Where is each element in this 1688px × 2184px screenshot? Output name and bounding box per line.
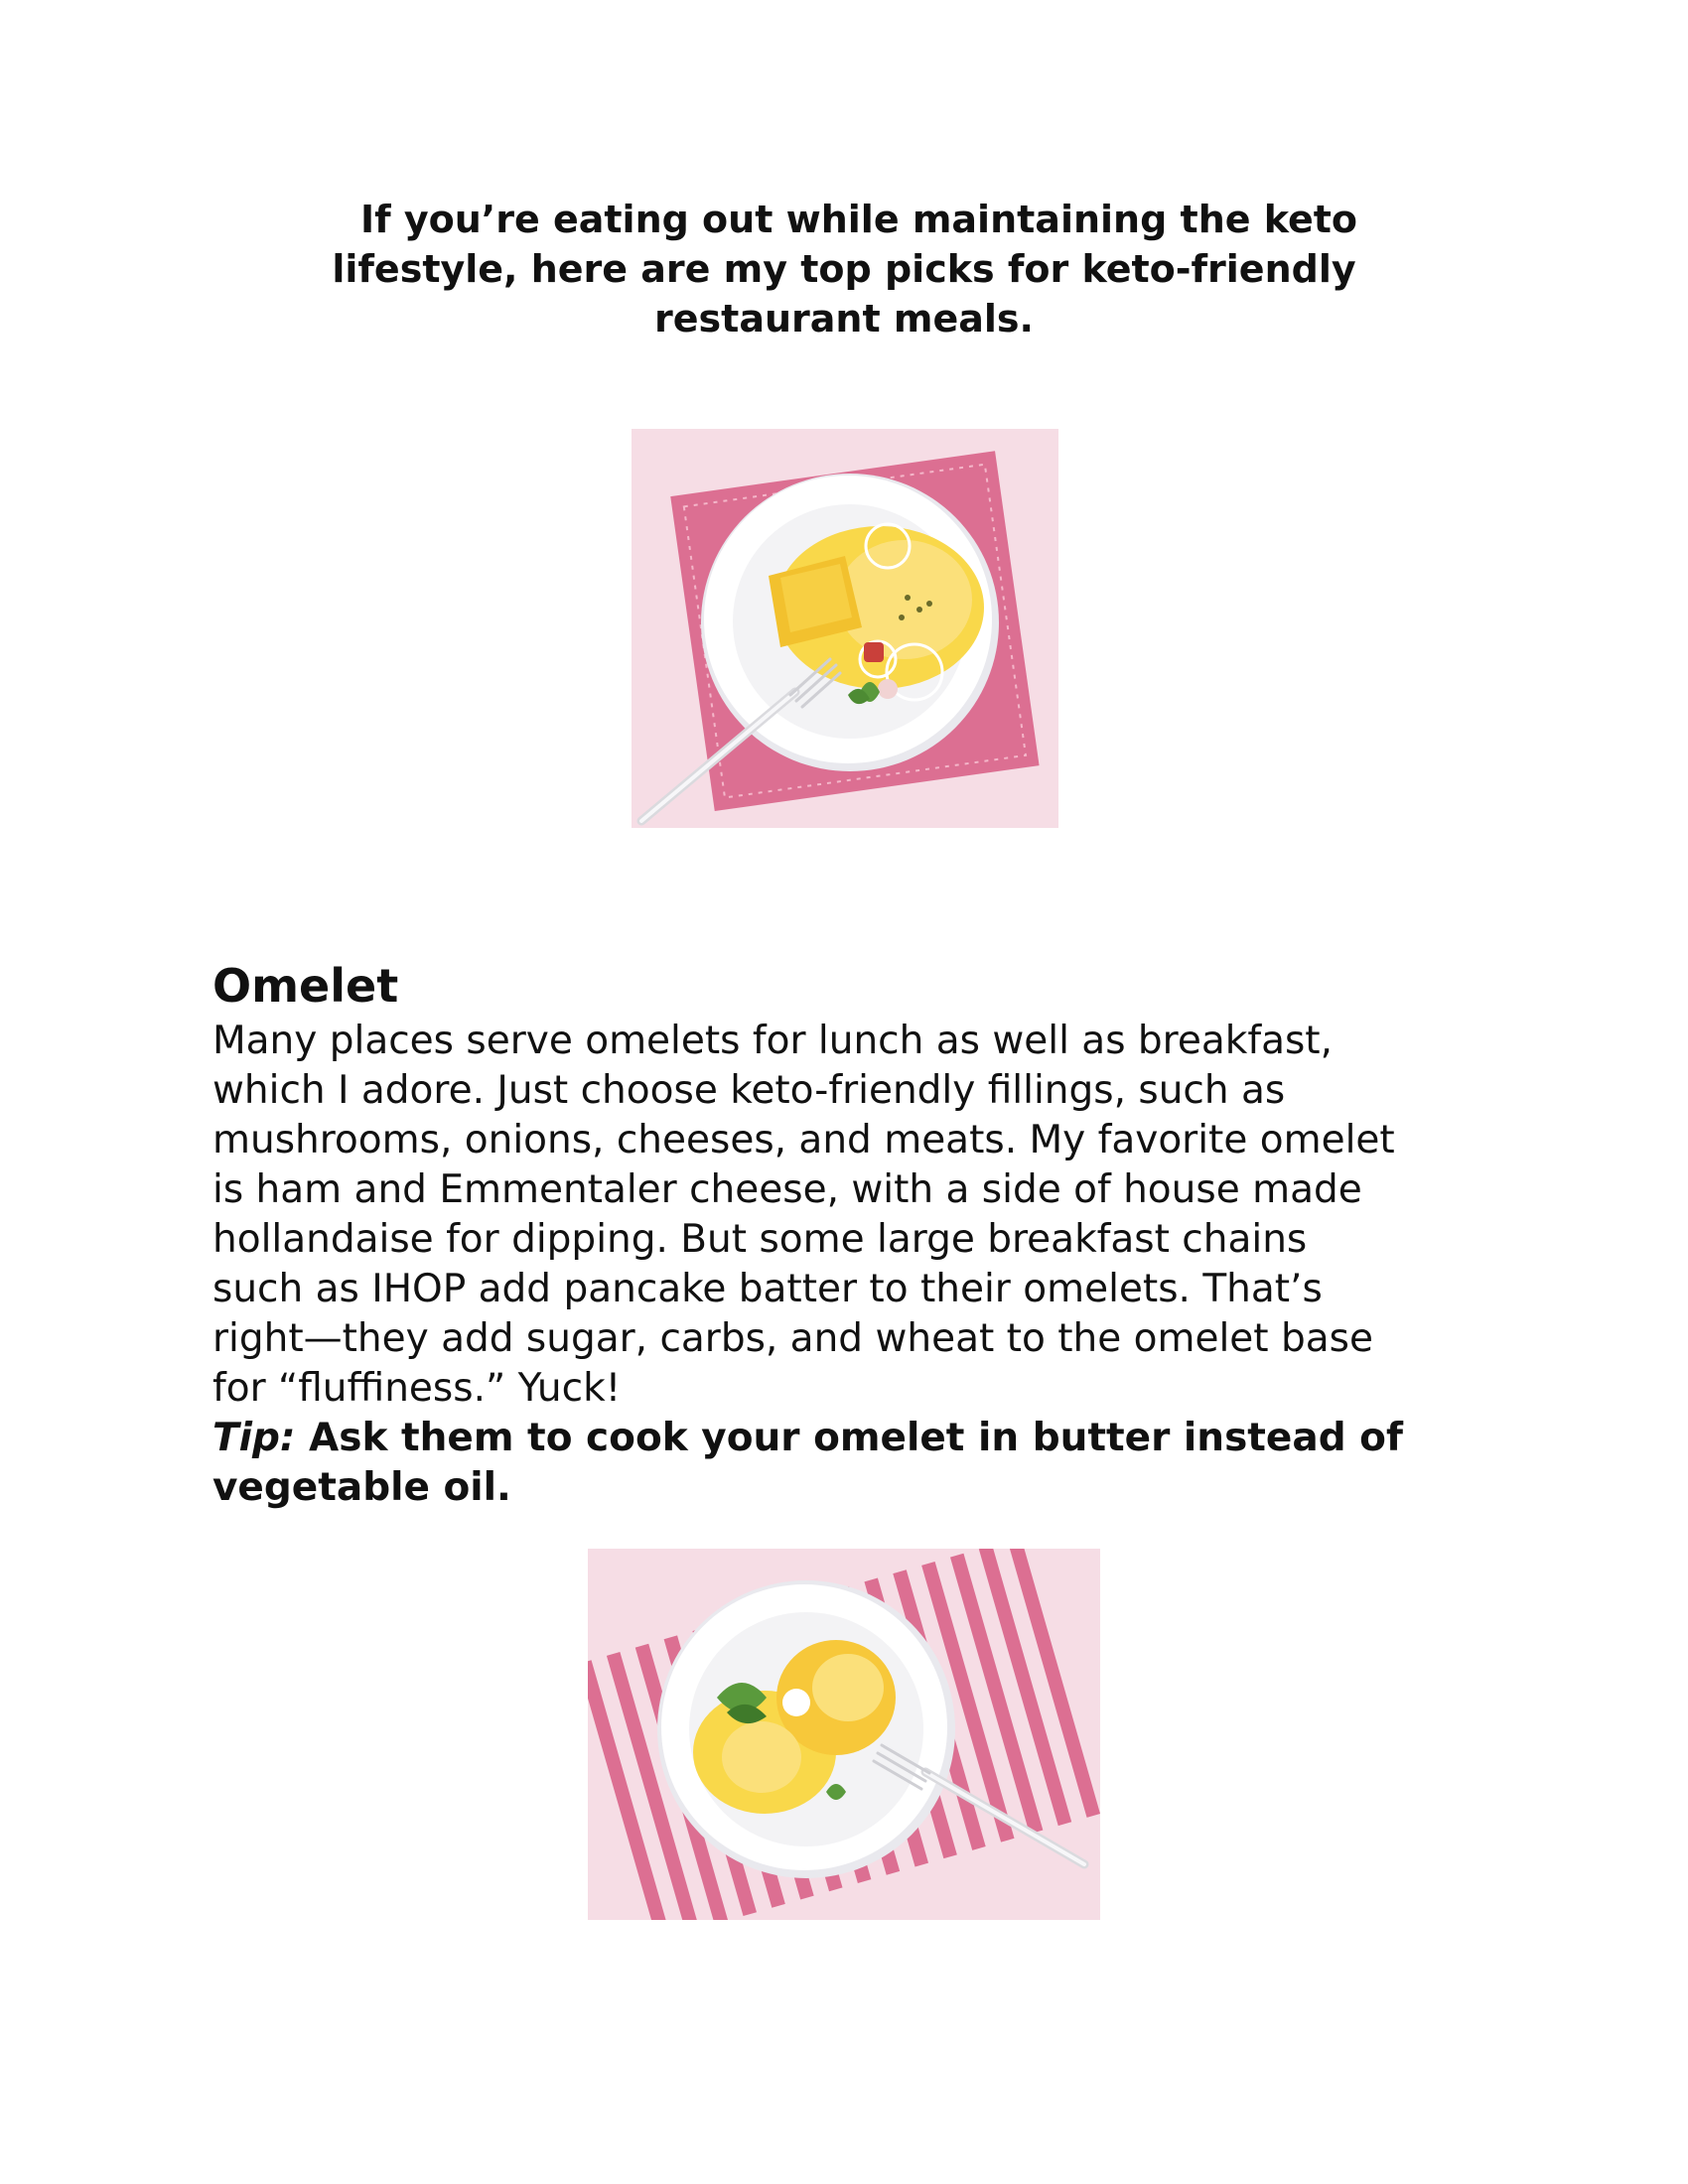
intro-line-2: lifestyle, here are my top picks for keto-friendly <box>332 247 1356 291</box>
tip-text-1: Ask them to cook your omelet in butter instead of <box>295 1416 1403 1460</box>
omelet-plate-illustration <box>632 429 1058 828</box>
body-line: mushrooms, onions, cheeses, and meats. My favorite omelet <box>212 1118 1395 1162</box>
section-heading: Omelet <box>212 959 399 1013</box>
body-line: hollandaise for dipping. But some large breakfast chains <box>212 1217 1308 1262</box>
body-line: is ham and Emmentaler cheese, with a side of house made <box>212 1167 1362 1212</box>
intro-line-1: If you’re eating out while maintaining the keto <box>359 198 1358 241</box>
body-line: which I adore. Just choose keto-friendly fillings, such as <box>212 1068 1286 1113</box>
body-line: for “fluffiness.” Yuck! <box>212 1366 622 1411</box>
body-line: such as IHOP add pancake batter to their omelets. That’s <box>212 1267 1323 1311</box>
body-line: Many places serve omelets for lunch as well as breakfast, <box>212 1019 1333 1063</box>
tip-label: Tip: <box>212 1416 296 1460</box>
tip-line-1 <box>212 1414 1503 1463</box>
eggs-plate-illustration <box>588 1549 1100 1920</box>
body-line: right—they add sugar, carbs, and wheat to the omelet base <box>212 1316 1373 1361</box>
omelet-description <box>212 1017 1503 1414</box>
omelet-section <box>212 955 1503 1513</box>
intro-heading <box>248 195 1440 343</box>
tip-paragraph <box>212 1414 1503 1513</box>
intro-line-3: restaurant meals. <box>654 297 1034 341</box>
tip-text-2: vegetable oil. <box>212 1465 511 1510</box>
